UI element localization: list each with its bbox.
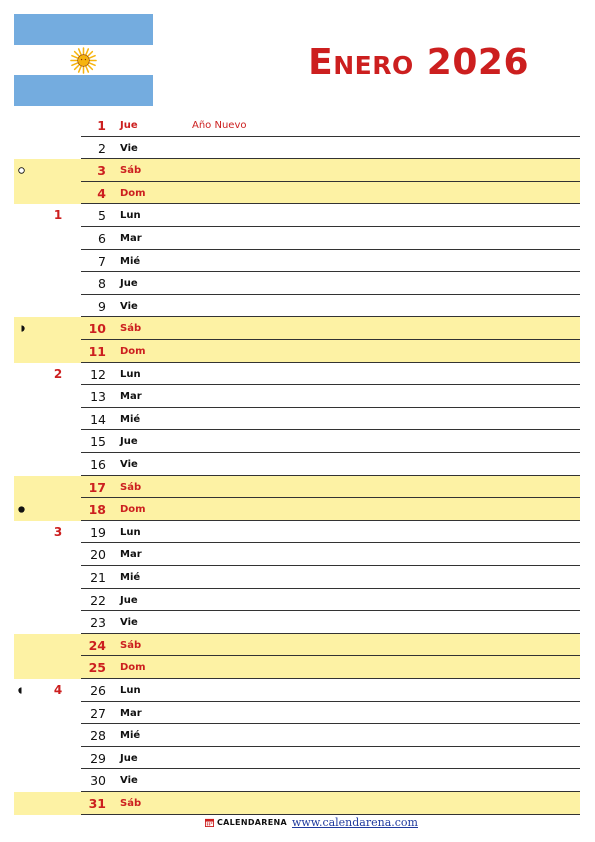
weekday-label: Lun <box>120 526 141 538</box>
day-number: 25 <box>88 660 106 676</box>
day-number: 1 <box>97 118 106 133</box>
day-number: 5 <box>98 208 106 224</box>
weekday-label: Lun <box>120 368 141 380</box>
weekday-label: Dom <box>120 346 146 357</box>
day-number: 6 <box>98 231 106 246</box>
full-moon-icon <box>18 167 25 174</box>
day-number: 16 <box>90 457 106 472</box>
day-number: 10 <box>88 321 106 337</box>
day-row <box>0 589 595 612</box>
day-row <box>0 702 595 725</box>
day-row <box>0 340 595 363</box>
weekday-label: Mié <box>120 730 141 742</box>
day-number: 28 <box>90 728 106 744</box>
day-row <box>0 543 595 566</box>
weekday-label: Jue <box>120 594 138 606</box>
day-row <box>0 159 595 182</box>
weekday-label: Vie <box>120 142 138 154</box>
day-number: 30 <box>90 773 106 789</box>
day-number: 19 <box>90 524 106 540</box>
day-number: 13 <box>90 389 106 405</box>
day-row <box>0 250 595 273</box>
day-number: 31 <box>88 796 106 811</box>
weekday-label: Jue <box>120 436 138 448</box>
footer <box>0 816 595 832</box>
weekday-label: Sáb <box>120 481 142 493</box>
weekday-label: Sáb <box>120 165 142 177</box>
weekday-label: Sáb <box>120 639 142 651</box>
day-number: 21 <box>90 570 106 585</box>
new-moon-icon <box>18 506 25 513</box>
day-row <box>0 566 595 589</box>
weekday-label: Mar <box>120 233 142 244</box>
day-number: 4 <box>97 185 106 201</box>
week-number: 1 <box>53 208 63 223</box>
day-number: 22 <box>90 592 106 608</box>
day-row <box>0 656 595 679</box>
weekday-label: Mié <box>120 255 141 267</box>
day-row <box>0 521 595 544</box>
weekday-label: Lun <box>120 210 141 222</box>
weekday-label: Jue <box>120 120 138 131</box>
day-row <box>0 679 595 702</box>
row-divider <box>81 814 580 815</box>
day-row <box>0 137 595 160</box>
weekday-label: Mié <box>120 413 141 425</box>
day-row <box>0 453 595 476</box>
calendar-icon <box>205 818 214 827</box>
day-row <box>0 430 595 453</box>
weekday-label: Sáb <box>120 798 142 809</box>
day-number: 14 <box>90 411 106 427</box>
week-number: 4 <box>53 683 63 697</box>
day-row <box>0 769 595 792</box>
day-number: 2 <box>98 140 106 156</box>
day-row <box>0 204 595 227</box>
website-link[interactable]: www.calendarena.com <box>292 816 418 829</box>
day-number: 29 <box>90 750 106 766</box>
day-row <box>0 317 595 340</box>
day-row <box>0 634 595 657</box>
day-number: 7 <box>98 253 106 269</box>
day-row <box>0 792 595 815</box>
weekday-label: Sáb <box>120 323 142 335</box>
day-number: 20 <box>90 547 106 563</box>
day-row <box>0 476 595 499</box>
weekday-label: Lun <box>120 685 141 696</box>
day-number: 11 <box>88 344 106 359</box>
weekday-label: Vie <box>120 459 138 470</box>
day-row <box>0 611 595 634</box>
day-row <box>0 272 595 295</box>
day-number: 12 <box>90 366 106 382</box>
day-number: 3 <box>97 163 106 179</box>
weekday-label: Jue <box>120 278 138 290</box>
argentina-flag-icon <box>14 14 153 106</box>
week-number: 2 <box>53 366 63 381</box>
weekday-label: Dom <box>120 504 146 516</box>
weekday-label: Mar <box>120 391 142 403</box>
sun-of-may-icon <box>70 47 97 74</box>
day-row <box>0 227 595 250</box>
weekday-label: Vie <box>120 617 138 629</box>
weekday-label: Vie <box>120 300 138 312</box>
day-number: 9 <box>98 298 106 314</box>
weekday-label: Mar <box>120 549 142 561</box>
weekday-label: Dom <box>120 187 146 199</box>
brand-name: CALENDARENA <box>217 818 287 827</box>
weekday-label: Mié <box>120 572 141 583</box>
day-row <box>0 295 595 318</box>
weekday-label: Dom <box>120 662 146 674</box>
day-row <box>0 408 595 431</box>
day-number: 15 <box>90 434 106 450</box>
day-row <box>0 114 595 137</box>
weekday-label: Vie <box>120 775 138 787</box>
weekday-label: Mar <box>120 707 142 719</box>
weekday-label: Jue <box>120 752 138 764</box>
week-number: 3 <box>53 524 63 539</box>
day-row <box>0 385 595 408</box>
day-number: 8 <box>98 276 106 292</box>
first-quarter-moon-icon <box>18 687 25 694</box>
day-number: 23 <box>90 615 106 631</box>
day-row <box>0 182 595 205</box>
holiday-label: Año Nuevo <box>192 120 247 131</box>
day-row <box>0 363 595 386</box>
day-number: 17 <box>88 479 106 495</box>
day-number: 26 <box>90 683 106 698</box>
last-quarter-moon-icon <box>18 325 25 332</box>
day-number: 24 <box>88 637 106 653</box>
day-number: 18 <box>88 502 106 518</box>
day-number: 27 <box>90 705 106 721</box>
day-row <box>0 498 595 521</box>
day-row <box>0 724 595 747</box>
page-title: Enero 2026 <box>308 42 529 83</box>
day-row <box>0 747 595 770</box>
